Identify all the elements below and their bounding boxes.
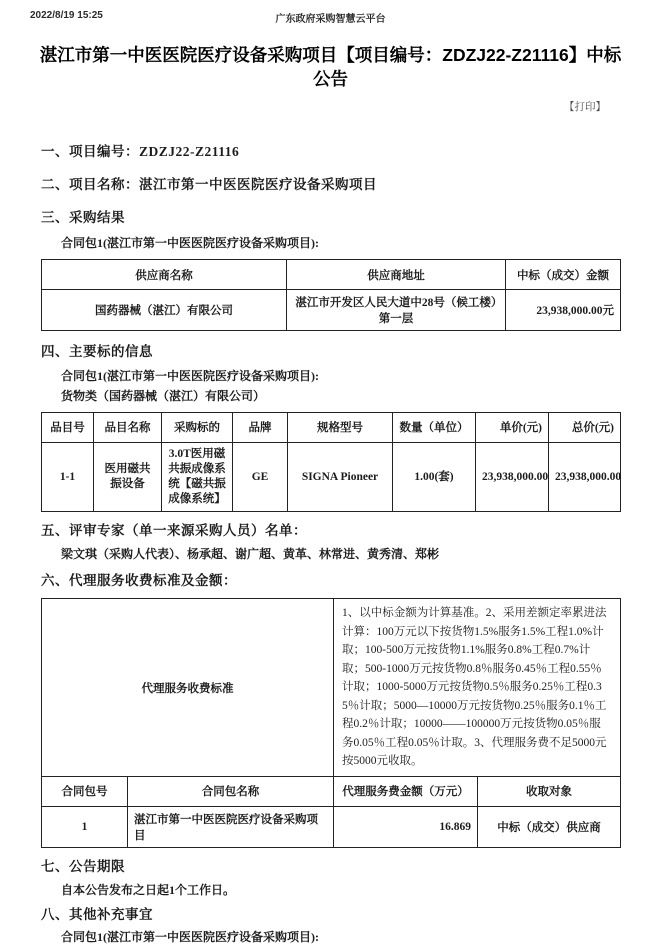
site-name: 广东政府采购智慧云平台 (275, 14, 386, 25)
fee-table-row (42, 806, 621, 847)
th-package-number: 合同包号 (42, 776, 128, 806)
th-spec-model: 规格型号 (288, 413, 393, 443)
cell-procurement-subject: 3.0T医用磁共振成像系统【磁共振成像系统】 (162, 443, 233, 512)
document-body (0, 143, 661, 945)
cell-unit-price: 23,938,000.00 (476, 443, 549, 512)
cell-package-name: 湛江市第一中医医院医疗设备采购项目 (128, 806, 334, 847)
section-heading-experts: 五、评审专家（单一来源采购人员）名单： (41, 523, 307, 539)
th-fee-payer: 收取对象 (478, 776, 621, 806)
th-supplier-name: 供应商名称 (42, 260, 287, 290)
cell-brand: GE (233, 443, 288, 512)
cell-package-number: 1 (42, 806, 128, 847)
cell-item-name: 医用磁共振设备 (94, 443, 162, 512)
fee-table (41, 598, 621, 848)
cell-fee-payer: 中标（成交）供应商 (478, 806, 621, 847)
fee-standard-row (42, 599, 621, 777)
cell-quantity-unit: 1.00(套) (393, 443, 476, 512)
print-timestamp: 2022/8/19 15:25 (30, 10, 103, 21)
th-agency-fee-amount: 代理服务费金额（万元） (334, 776, 478, 806)
print-button[interactable]: 【打印】 (564, 101, 606, 114)
section-heading-project-number: 一、项目编号：ZDZJ22-Z21116 (41, 144, 240, 160)
cell-agency-fee-amount: 16.869 (334, 806, 478, 847)
section-heading-main-subject: 四、主要标的信息 (41, 344, 153, 360)
fee-table-header-row (42, 776, 621, 806)
result-table-row (42, 290, 621, 331)
cell-total-price: 23,938,000.00 (549, 443, 621, 512)
subject-table-row (42, 443, 621, 512)
page-title: 湛江市第一中医医院医疗设备采购项目【项目编号：ZDZJ22-Z21116】中标公告 (39, 45, 622, 89)
result-package-line: 合同包1(湛江市第一中医医院医疗设备采购项目): (61, 236, 319, 251)
th-item-name: 品目名称 (94, 413, 162, 443)
section-heading-other-matters: 八、其他补充事宜 (41, 906, 153, 922)
cell-spec-model: SIGNA Pioneer (288, 443, 393, 512)
th-item-number: 品目号 (42, 413, 94, 443)
result-table (41, 259, 621, 331)
cell-fee-standard-text: 1、以中标金额为计算基准。2、采用差额定率累进法计算：100万元以下按货物1.5%服务1.5%工程1.0%计取；100-500万元按货物1.1%服务0.8%工程0.7%计取；500-1000万元按货物0.8％服务0.45％工程0.55％计取；1000-5000万元按货物0.5％服务0.25％工程0.35％计取；5000—10000万元按货物0.25％服务0.1％工程0.2％计取；10000——100000万元按货物0.05％服务0.05％工程0.05％计取。3、代理服务费不足5000元按5000元收取。 (334, 599, 621, 777)
th-award-amount: 中标（成交）金额 (506, 260, 621, 290)
experts-names-line: 梁文琪（采购人代表）、杨承超、谢广超、黄革、林常进、黄秀清、郑彬 (61, 547, 440, 562)
cell-item-number: 1-1 (42, 443, 94, 512)
print-meta-header (0, 0, 661, 24)
result-table-header-row (42, 260, 621, 290)
subject-table-header-row (42, 413, 621, 443)
section-heading-agency-fee: 六、代理服务收费标准及金额： (41, 573, 237, 589)
th-brand: 品牌 (233, 413, 288, 443)
section-heading-procurement-result: 三、采购结果 (41, 210, 125, 226)
th-quantity-unit: 数量（单位） (393, 413, 476, 443)
section-heading-announcement-period: 七、公告期限 (41, 858, 125, 874)
subject-category-line: 货物类（国药器械（湛江）有限公司） (61, 389, 266, 404)
announcement-period-line: 自本公告发布之日起1个工作日。 (61, 882, 236, 897)
th-unit-price: 单价(元) (476, 413, 549, 443)
th-procurement-subject: 采购标的 (162, 413, 233, 443)
cell-fee-standard-label: 代理服务收费标准 (42, 599, 334, 777)
cell-award-amount: 23,938,000.00元 (506, 290, 621, 331)
cell-supplier-address: 湛江市开发区人民大道中28号（候工楼）第一层 (287, 290, 506, 331)
th-supplier-address: 供应商地址 (287, 260, 506, 290)
section-heading-project-name: 二、项目名称：湛江市第一中医医院医疗设备采购项目 (41, 177, 377, 193)
subject-table (41, 412, 621, 512)
subject-package-line: 合同包1(湛江市第一中医医院医疗设备采购项目): (61, 369, 319, 384)
cell-supplier-name: 国药器械（湛江）有限公司 (42, 290, 287, 331)
th-total-price: 总价(元) (549, 413, 621, 443)
other-matters-package-line: 合同包1(湛江市第一中医医院医疗设备采购项目): (61, 929, 319, 944)
th-package-name: 合同包名称 (128, 776, 334, 806)
print-action-row (0, 97, 661, 115)
